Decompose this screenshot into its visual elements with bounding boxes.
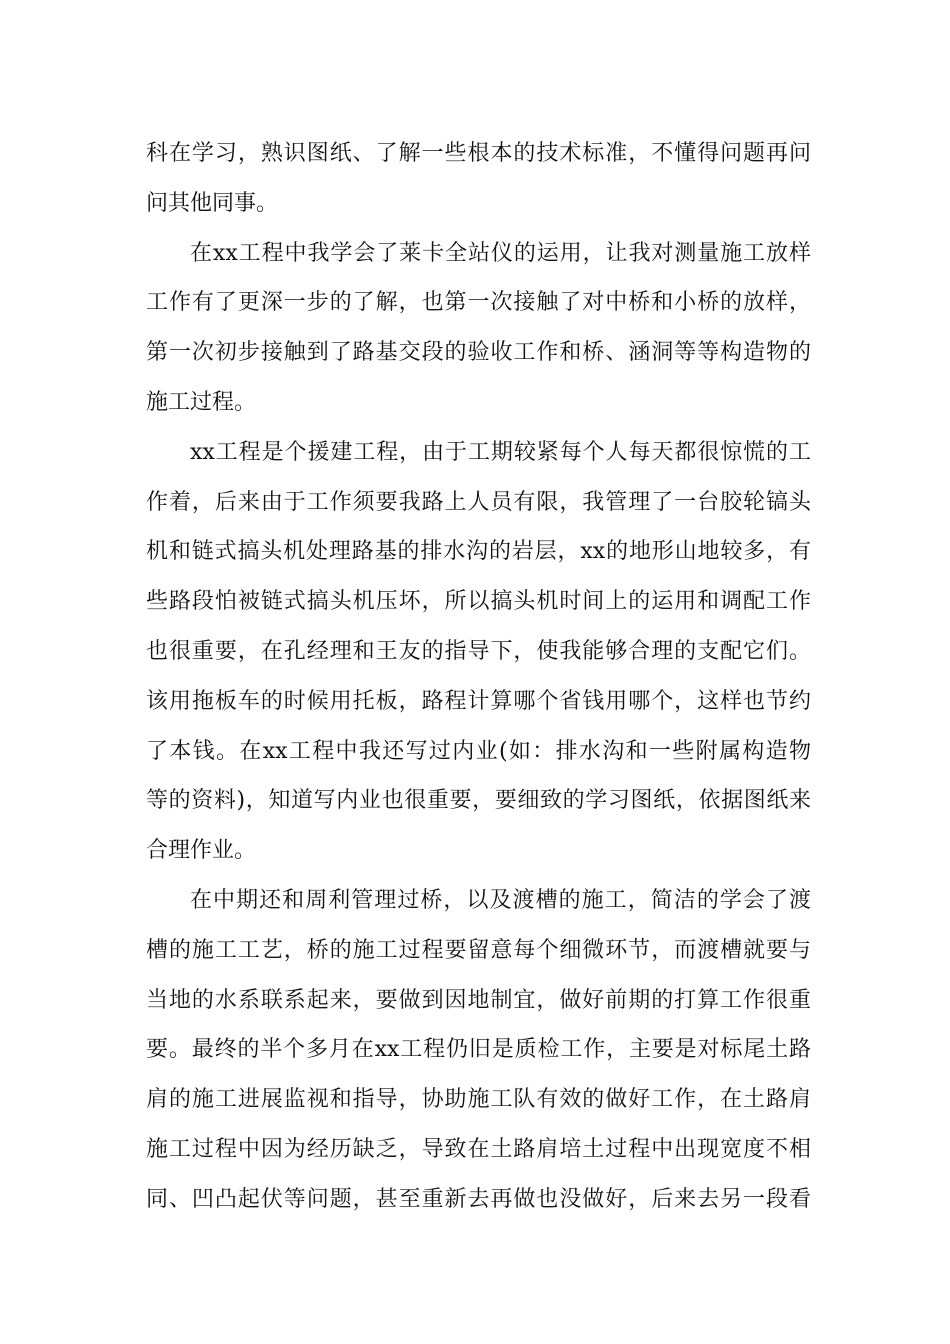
text-line: 了本钱。在xx工程中我还写过内业(如：排水沟和一些附属构造物 — [146, 738, 811, 764]
text-line: 在中期还和周利管理过桥，以及渡槽的施工，简洁的学会了渡 — [190, 887, 811, 913]
text-line: 合理作业。 — [146, 838, 257, 864]
text-line: 在xx工程中我学会了莱卡全站仪的运用，让我对测量施工放样 — [190, 240, 811, 266]
text-line: 当地的水系联系起来，要做到因地制宜，做好前期的打算工作很重 — [146, 987, 811, 1013]
text-line: 第一次初步接触到了路基交段的验收工作和桥、涵洞等等构造物的 — [146, 340, 811, 366]
text-line: 施工过程中因为经历缺乏，导致在土路肩培土过程中出现宽度不相 — [146, 1136, 811, 1162]
text-line: 些路段怕被链式搞头机压坏，所以搞头机时间上的运用和调配工作 — [146, 589, 811, 615]
text-line: 等的资料)，知道写内业也很重要，要细致的学习图纸，依据图纸来 — [146, 788, 811, 814]
text-line: 肩的施工进展监视和指导，协助施工队有效的做好工作，在土路肩 — [146, 1087, 811, 1113]
text-line: 同、凹凸起伏等问题，甚至重新去再做也没做好，后来去另一段看 — [146, 1186, 811, 1212]
text-line: 机和链式搞头机处理路基的排水沟的岩层，xx的地形山地较多，有 — [146, 539, 811, 565]
text-line: 科在学习，熟识图纸、了解一些根本的技术标准，不懂得问题再问 — [146, 141, 811, 166]
body-text — [146, 129, 811, 1225]
text-line: xx工程是个援建工程，由于工期较紧每个人每天都很惊慌的工 — [190, 439, 811, 465]
text-line: 也很重要，在孔经理和王友的指导下，使我能够合理的支配它们。 — [146, 638, 811, 664]
text-line: 作着，后来由于工作须要我路上人员有限，我管理了一台胶轮镐头 — [146, 489, 811, 515]
text-line: 问其他同事。 — [146, 190, 279, 216]
text-line: 施工过程。 — [146, 389, 257, 415]
text-line: 工作有了更深一步的了解，也第一次接触了对中桥和小桥的放样， — [146, 290, 811, 316]
text-line: 槽的施工工艺，桥的施工过程要留意每个细微环节，而渡槽就要与 — [146, 937, 811, 963]
text-line: 该用拖板车的时候用托板，路程计算哪个省钱用哪个，这样也节约 — [146, 688, 811, 714]
text-line: 要。最终的半个多月在xx工程仍旧是质检工作，主要是对标尾土路 — [146, 1037, 811, 1063]
